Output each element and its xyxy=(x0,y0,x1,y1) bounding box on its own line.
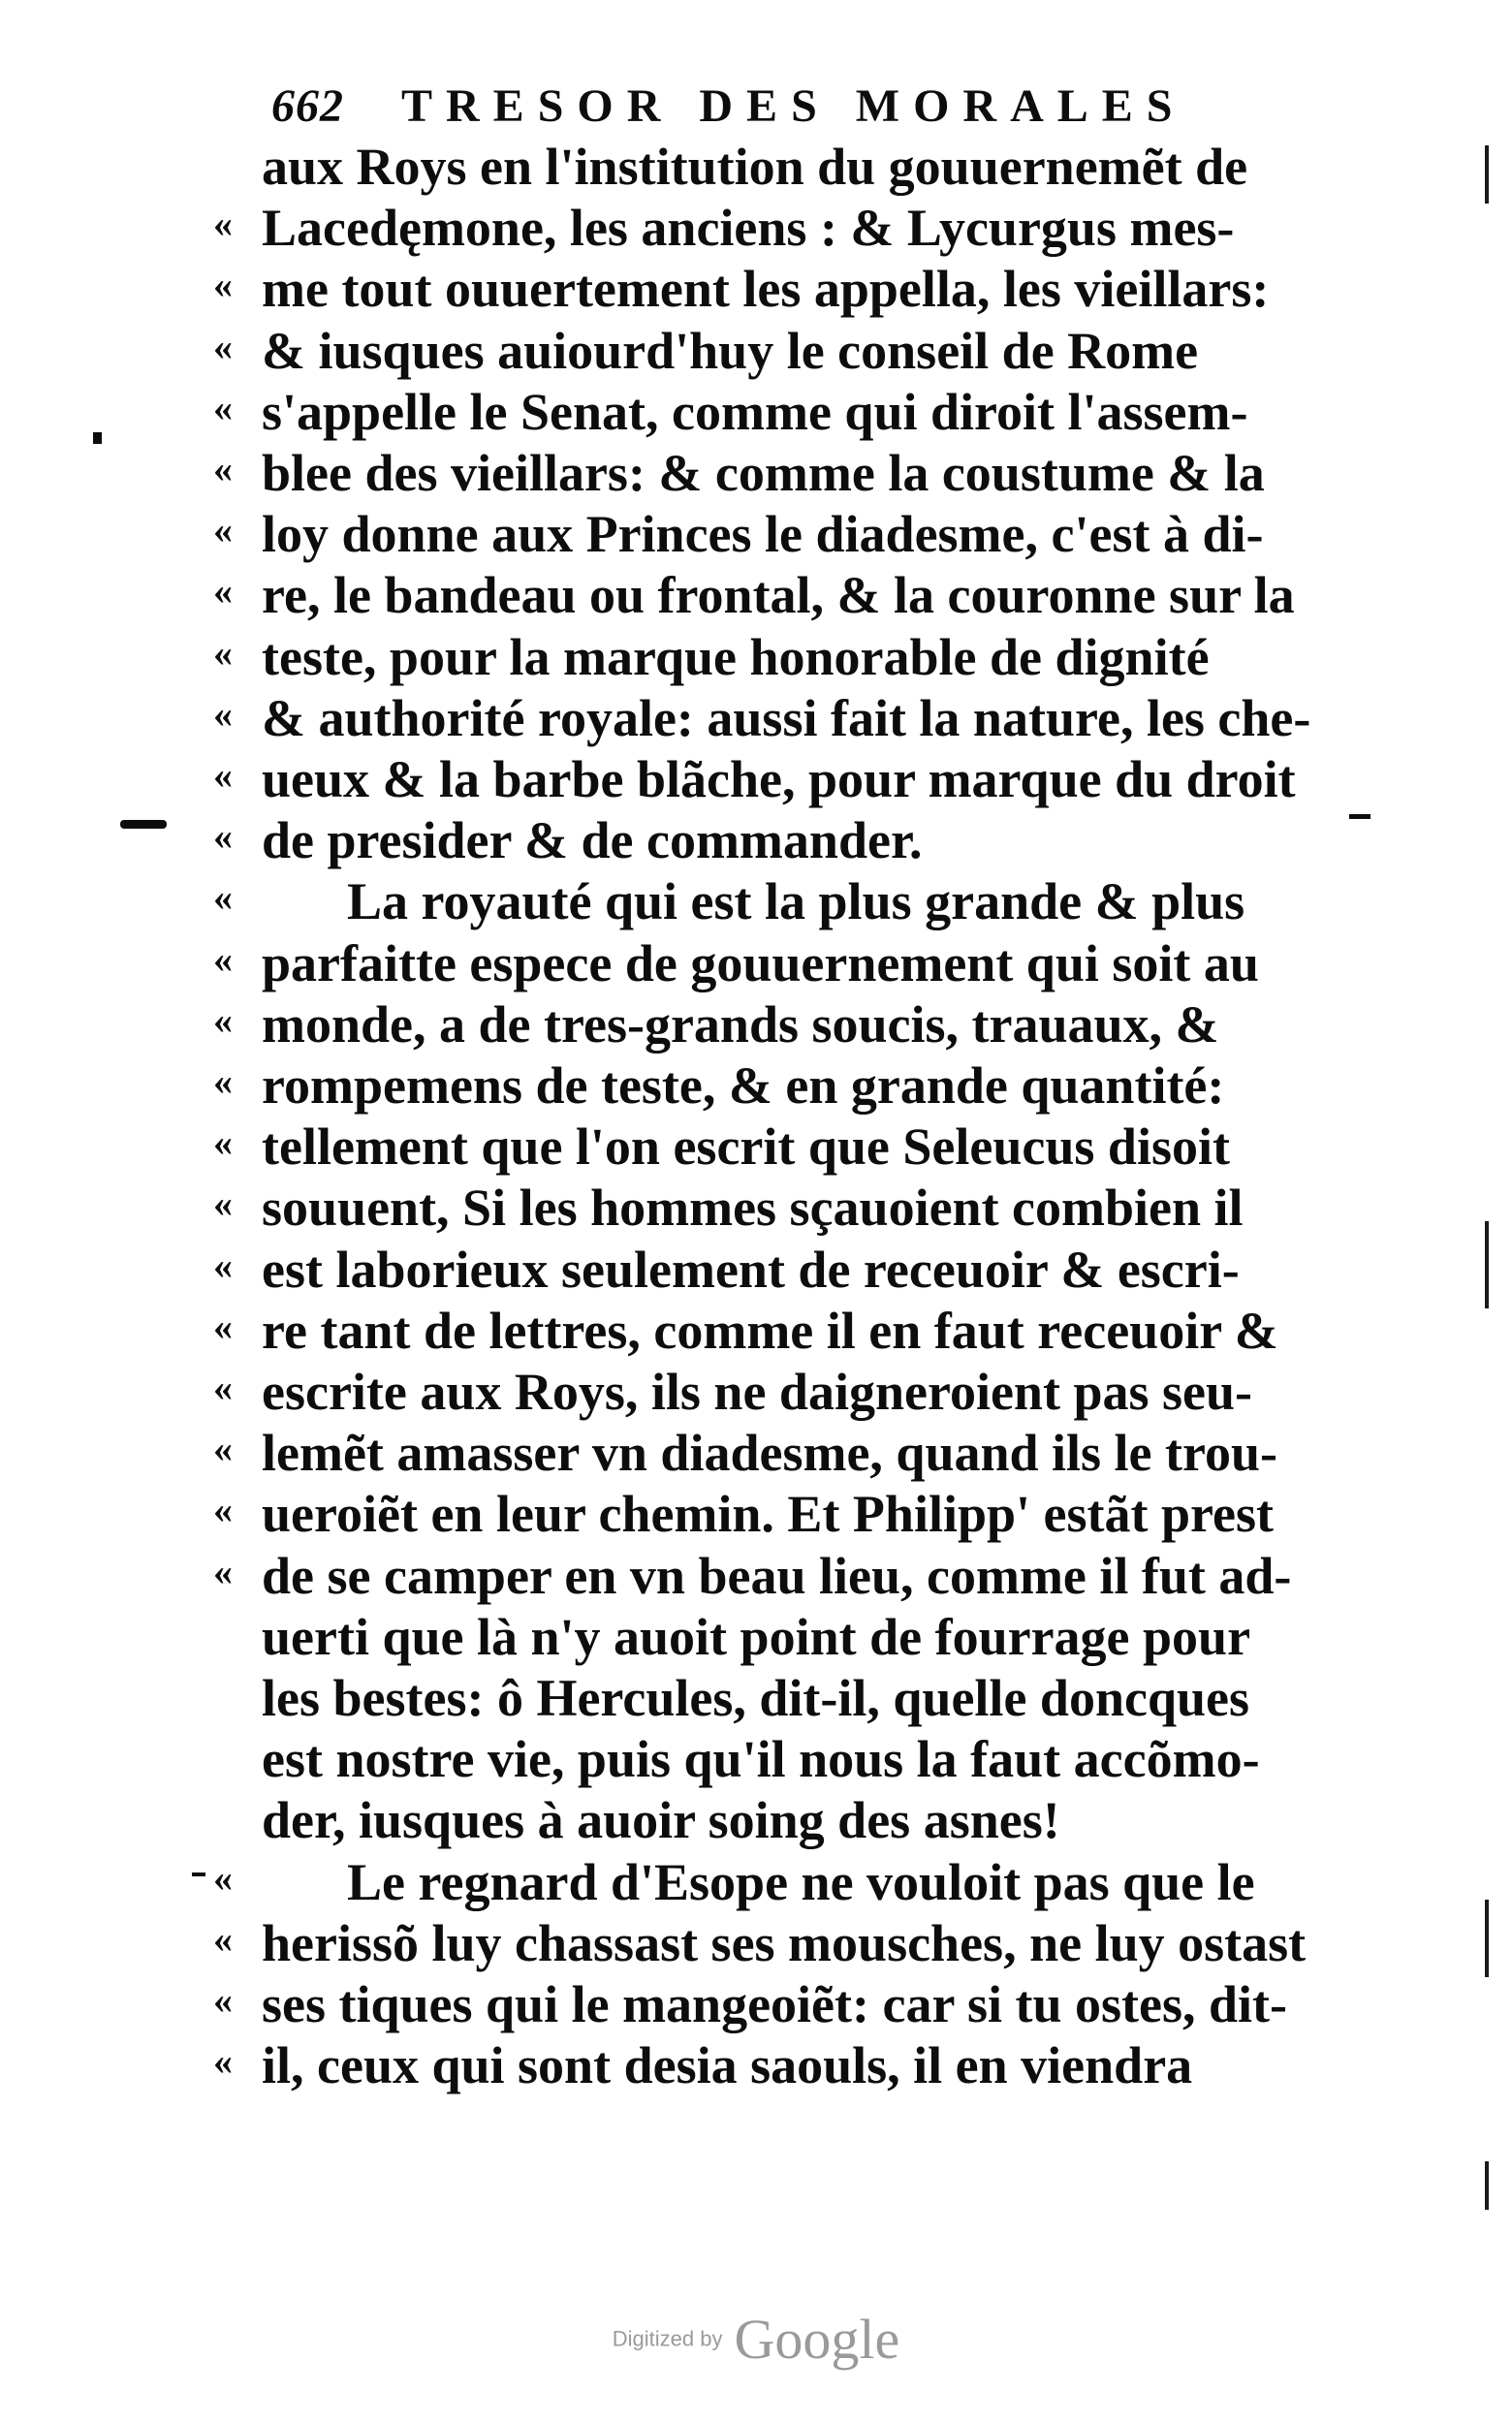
line-text: & authorité royale: aussi fait la nature, les che- xyxy=(262,688,1311,747)
text-line xyxy=(213,626,1318,688)
line-text: ueux & la barbe blãche, pour marque du droit xyxy=(262,750,1296,808)
line-text: souuent, Si les hommes sçauoient combien il xyxy=(262,1179,1244,1238)
quote-mark: « xyxy=(213,691,233,736)
running-title: TRESOR DES MORALES xyxy=(401,80,1186,132)
quote-mark: « xyxy=(213,202,233,246)
line-text: de presider & de commander. xyxy=(262,811,923,870)
line-text: est laborieux seulement de receuoir & escri- xyxy=(262,1240,1240,1299)
quote-mark: « xyxy=(213,1304,233,1348)
quote-mark: « xyxy=(213,1916,233,1961)
line-text: aux Roys en l'institution du gouuernemẽt de xyxy=(262,138,1248,196)
margin-tick xyxy=(192,1872,205,1876)
text-line xyxy=(213,1054,1318,1117)
quote-mark: « xyxy=(213,753,233,797)
text-line xyxy=(213,1973,1318,2035)
text-line xyxy=(213,993,1318,1055)
text-line xyxy=(213,687,1318,749)
text-line xyxy=(213,381,1318,443)
text-line xyxy=(262,1789,1318,1851)
text-line xyxy=(262,1728,1318,1790)
line-text: monde, a de tres-grands soucis, trauaux, & xyxy=(262,994,1219,1054)
quote-mark: « xyxy=(213,1427,233,1471)
text-line xyxy=(213,503,1318,565)
text-line xyxy=(213,1116,1318,1178)
line-text: herissõ luy chassast ses mousches, ne luy ostast xyxy=(262,1913,1307,1972)
quote-mark: « xyxy=(213,630,233,675)
quote-mark: « xyxy=(213,2039,233,2084)
line-text: blee des vieillars: & comme la coustume & la xyxy=(262,444,1265,502)
page-edge-mark xyxy=(1485,1221,1489,1308)
quote-mark: « xyxy=(213,1120,233,1165)
quote-mark: « xyxy=(213,1549,233,1593)
text-line xyxy=(213,1177,1318,1239)
text-line xyxy=(213,1851,1318,1913)
text-line xyxy=(213,1483,1318,1545)
quote-mark: « xyxy=(213,447,233,490)
line-text: rompemens de teste, & en grande quantité: xyxy=(262,1056,1225,1115)
text-line xyxy=(262,136,1318,198)
line-text: loy donne aux Princes le diadesme, c'est à di- xyxy=(262,505,1264,564)
quote-mark: « xyxy=(213,1855,233,1900)
text-line xyxy=(262,1667,1318,1729)
quote-mark: « xyxy=(213,1488,233,1532)
line-text: est nostre vie, puis qu'il nous la faut accõmo- xyxy=(262,1730,1260,1789)
page-edge-mark xyxy=(1485,1900,1489,1977)
quote-mark: « xyxy=(213,875,233,920)
quote-mark: « xyxy=(213,385,233,429)
line-text: il, ceux qui sont desia saouls, il en viendra xyxy=(262,2036,1193,2095)
quote-mark: « xyxy=(213,1243,233,1287)
text-line xyxy=(213,932,1318,994)
quote-mark: « xyxy=(213,263,233,307)
running-head xyxy=(271,79,1241,138)
text-line xyxy=(213,748,1318,810)
margin-dot xyxy=(93,432,102,444)
line-text: teste, pour la marque honorable de dignité xyxy=(262,627,1210,686)
line-text: Lacedęmone, les anciens : & Lycurgus mes- xyxy=(262,199,1235,258)
text-line xyxy=(262,1606,1318,1668)
text-line xyxy=(213,1545,1318,1607)
line-text: de se camper en vn beau lieu, comme il fut ad- xyxy=(262,1546,1292,1605)
digitized-label: Digitized by xyxy=(612,2326,723,2351)
page-edge-mark xyxy=(1485,145,1489,204)
line-text: escrite aux Roys, ils ne daigneroient pas seu- xyxy=(262,1363,1252,1421)
text-line xyxy=(213,1361,1318,1423)
line-text: re, le bandeau ou frontal, & la couronne sur la xyxy=(262,566,1295,625)
line-text: La royauté qui est la plus grande & plus xyxy=(347,872,1245,931)
text-line xyxy=(213,564,1318,626)
text-line xyxy=(213,320,1318,382)
quote-mark: « xyxy=(213,997,233,1042)
text-line xyxy=(213,1300,1318,1362)
quote-mark: « xyxy=(213,936,233,981)
line-text: Le regnard d'Esope ne vouloit pas que le xyxy=(347,1852,1255,1911)
quote-mark: « xyxy=(213,569,233,614)
line-text: me tout ouuertement les appella, les vieillars: xyxy=(262,260,1270,319)
quote-mark: « xyxy=(213,1366,233,1409)
line-text: der, iusques à auoir soing des asnes! xyxy=(262,1791,1060,1850)
quote-mark: « xyxy=(213,324,233,368)
text-line xyxy=(213,870,1318,932)
quote-mark: « xyxy=(213,508,233,552)
line-text: les bestes: ô Hercules, dit-il, quelle doncques xyxy=(262,1669,1249,1727)
text-line xyxy=(213,1422,1318,1484)
text-line xyxy=(213,442,1318,504)
line-text: ses tiques qui le mangeoiẽt: car si tu ostes, dit- xyxy=(262,1975,1287,2033)
text-line xyxy=(213,258,1318,320)
text-line xyxy=(213,809,1318,871)
line-text: ueroiẽt en leur chemin. Et Philipp' estãt prest xyxy=(262,1485,1274,1544)
line-text: lemẽt amasser vn diadesme, quand ils le trou- xyxy=(262,1424,1278,1483)
margin-dash-left xyxy=(120,820,167,829)
text-line xyxy=(213,1239,1318,1301)
text-line xyxy=(213,197,1318,259)
text-line xyxy=(213,1912,1318,1974)
quote-mark: « xyxy=(213,1978,233,2022)
quote-mark: « xyxy=(213,1059,233,1103)
text-line xyxy=(213,2034,1318,2096)
line-text: re tant de lettres, comme il en faut receuoir & xyxy=(262,1301,1278,1360)
page-number: 662 xyxy=(271,80,344,132)
line-text: tellement que l'on escrit que Seleucus disoit xyxy=(262,1117,1230,1177)
quote-mark: « xyxy=(213,1181,233,1226)
margin-dash-right xyxy=(1349,814,1370,819)
line-text: & iusques auiourd'huy le conseil de Rome xyxy=(262,321,1199,380)
google-logo: Google xyxy=(734,2308,900,2371)
quote-mark: « xyxy=(213,814,233,859)
line-text: uerti que là n'y auoit point de fourrage pour xyxy=(262,1607,1251,1666)
line-text: parfaitte espece de gouuernement qui soit au xyxy=(262,933,1259,992)
page-edge-mark xyxy=(1485,2161,1489,2210)
line-text: s'appelle le Senat, comme qui diroit l'assem- xyxy=(262,382,1248,441)
digitized-footer xyxy=(0,2307,1512,2375)
